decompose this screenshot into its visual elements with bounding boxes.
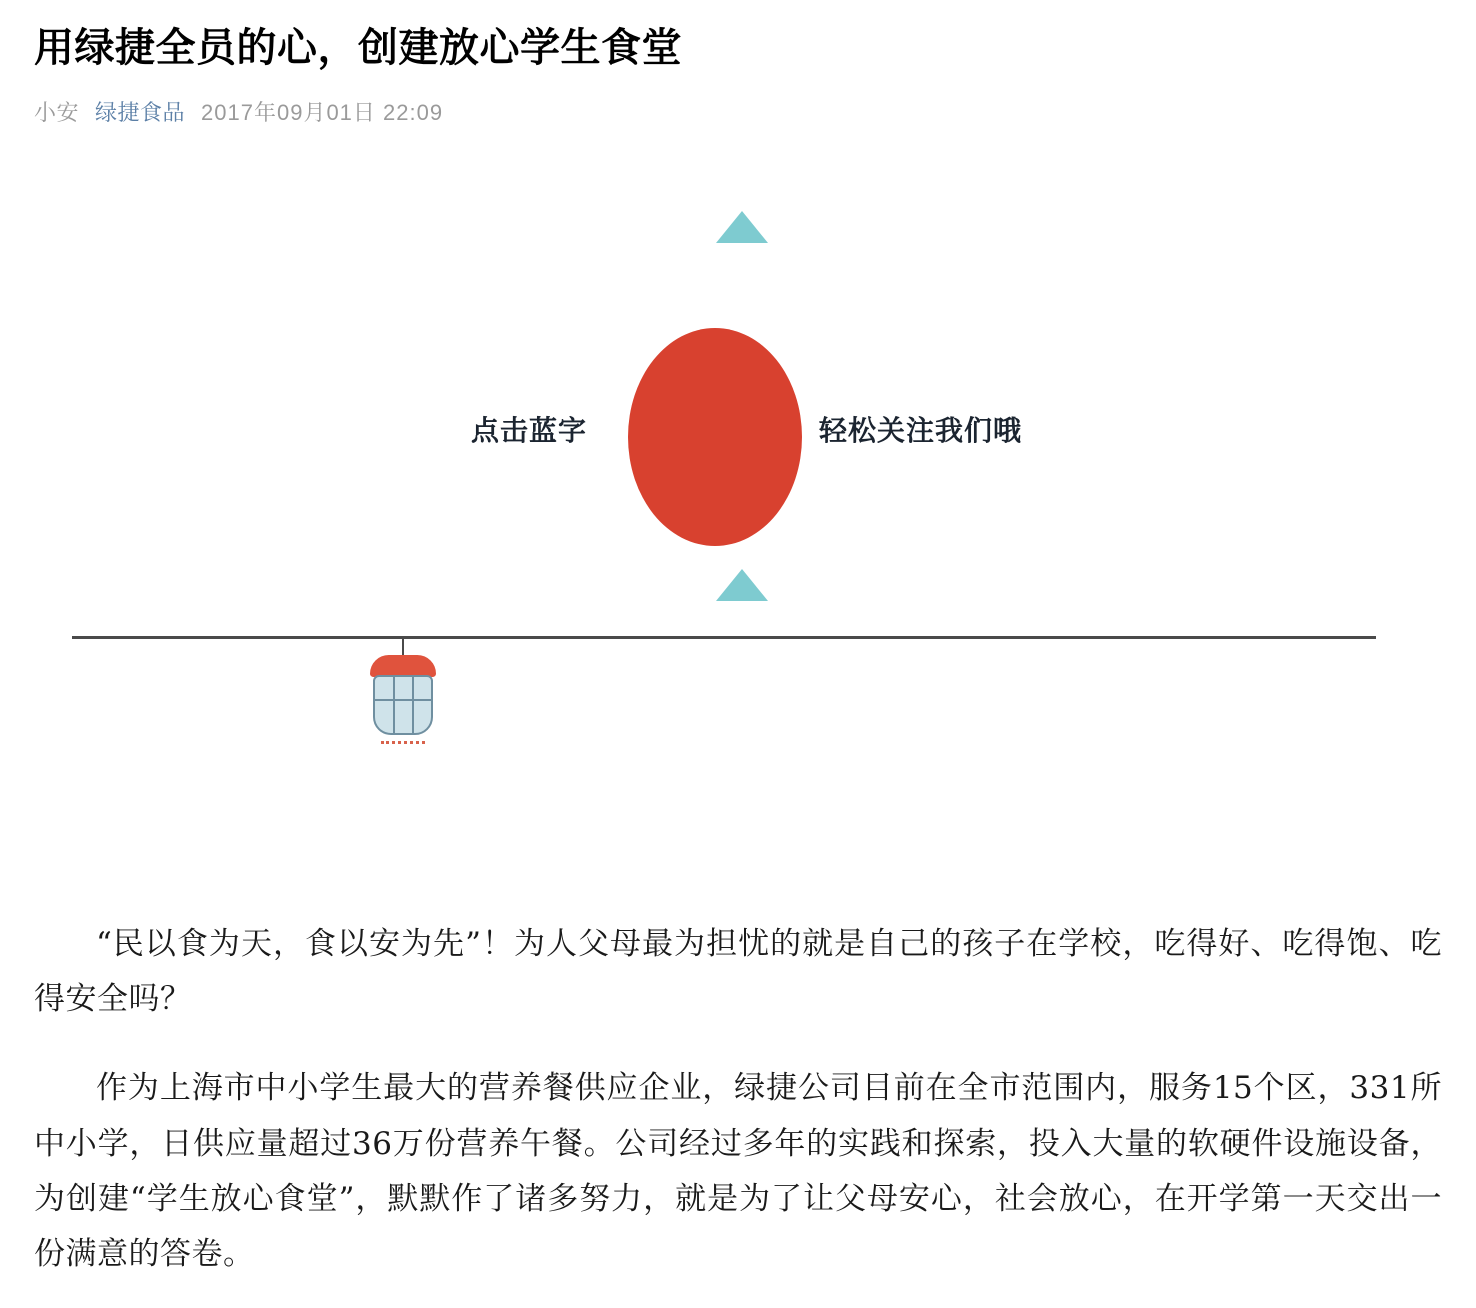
article-meta	[34, 96, 1442, 127]
red-circle-shape	[628, 328, 802, 546]
cable-car-bar	[393, 677, 395, 733]
banner-illustration	[34, 183, 1442, 873]
meta-author: 小安	[34, 100, 80, 125]
cable-line	[72, 636, 1376, 639]
paragraph: 作为上海市中小学生最大的营养餐供应企业，绿捷公司目前在全市范围内，服务15个区，331所中小学，日供应量超过36万份营养午餐。公司经过多年的实践和探索，投入大量的软硬件设施设备，为创建“学生放心食堂”，默默作了诸多努力，就是为了让父母安心，社会放心，在开学第一天交出一份满意的答卷。	[34, 1070, 1442, 1272]
article-body	[34, 917, 1442, 1282]
cable-car-roof	[370, 655, 436, 677]
triangle-down-icon	[716, 569, 768, 601]
page-title: 用绿捷全员的心，创建放心学生食堂	[34, 26, 682, 70]
banner-right-text: 轻松关注我们哦	[819, 415, 1023, 446]
cable-car-bar	[375, 699, 431, 701]
cable-car-body	[373, 675, 433, 735]
cable-car-icon	[364, 655, 442, 753]
banner-left-text: 点击蓝字	[471, 415, 588, 446]
triangle-up-icon	[716, 211, 768, 243]
cable-car-foot	[381, 735, 425, 744]
meta-account-link[interactable]: 绿捷食品	[95, 100, 186, 125]
cable-car-bar	[412, 677, 414, 733]
meta-timestamp: 2017年09月01日 22:09	[201, 100, 444, 125]
paragraph: “民以食为天，食以安为先”！为人父母最为担忧的就是自己的孩子在学校，吃得好、吃得饱、吃得安全吗？	[34, 926, 1442, 1018]
